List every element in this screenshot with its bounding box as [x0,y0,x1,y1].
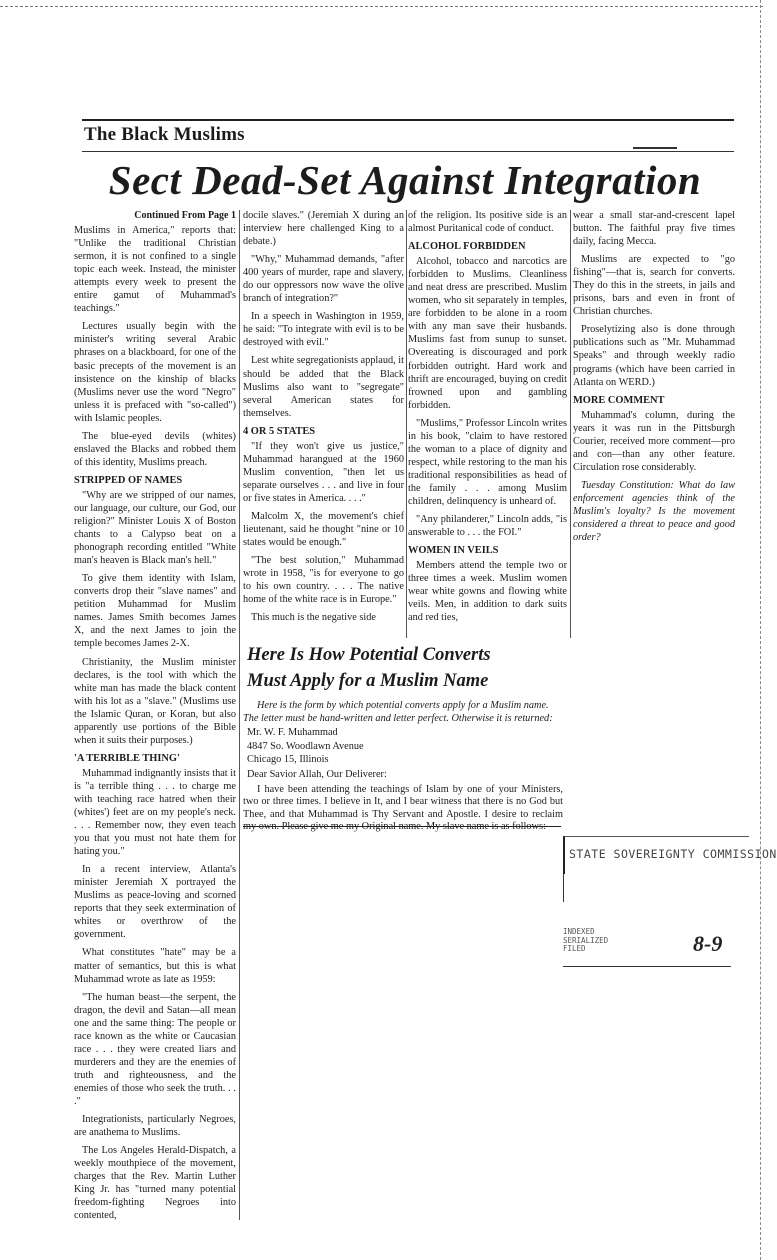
label-rule [82,151,734,152]
filing-serialized: SERIALIZED [563,935,609,945]
column-divider [239,210,240,1220]
column-divider [570,210,571,638]
paragraph: To give them identity with Islam, converts drop their "slave names" and petition Muhammad for Muslim names. James Smith becomes James X, and the next James to join the temple becomes James 2-X. [74,573,236,650]
salutation: Dear Savior Allah, Our Deliverer: [247,768,387,780]
commission-stamp: STATE SOVEREIGNTY COMMISSION [563,836,749,874]
address-line: 4847 So. Woodlawn Avenue [247,740,364,752]
paragraph: In a speech in Washington in 1959, he said: "To integrate with evil is to be destroyed with evil." [243,311,404,349]
paragraph: Tuesday Constitution: What do law enforcement agencies think of the Muslim's loyalty? Is the movement considered a threat to peace and good order? [573,479,735,544]
scan-edge [760,0,761,1260]
article-column-3 [408,209,567,639]
paragraph: In a recent interview, Atlanta's minister Jeremiah X portrayed the Muslims as peace-loving and scorned reports that they seek extermination of whites or overthrow of the government. [74,864,236,941]
box-intro: Here is the form by which potential converts apply for a Muslim name. The letter must be hand-written and letter perfect. Otherwise it is returned: [243,700,553,724]
filing-filed: FILED [563,944,586,953]
paragraph: Muhammad's column, during the years it was run in the Pittsburgh Courier, received more comment—pro and con—than any other feature. Circulation rose considerably. [573,409,735,473]
article-column-1 [74,209,236,1225]
box-title-line: Here Is How Potential Converts [247,645,491,665]
paragraph: Proselytizing also is done through publications such as "Mr. Muhammad Speaks" and through weekly radio programs (which have been carried in Atlanta on WERD.) [573,324,735,388]
box-bottom-rule [243,826,561,827]
box-title-line: Must Apply for a Muslim Name [247,671,489,691]
application-form-box [243,640,563,833]
filing-line [563,966,731,967]
paragraph: Muslims in America," reports that: "Unlike the traditional Christian sermon, it is not confined to a single topic each week. Instead, the minister attempts every week to present the entire gamut of Muhammad's teachings." [74,225,236,315]
column-divider [406,210,407,638]
address-line: Mr. W. F. Muhammad [247,727,338,739]
article-column-2 [243,209,404,639]
filing-block [563,928,743,972]
paragraph: Muslims are expected to "go fishing"—that is, search for converts. They do this in the streets, in jails and prisons, bars and even in front of Christian churches. [573,254,735,318]
paragraph: Alcohol, tobacco and narcotics are forbidden to Muslims. Cleanliness and neat dress are prescribed. Muslim women, who sit separately in temples, are forbidden to be alone in a room with any man save their husbands. Muslims fast from sunup to sunset. Overeating is discouraged and pork forbidden outright. Hard work and thrift are encouraged, buying on credit frowned upon and gambling forbidden. [408,256,567,411]
continued-line: Continued From Page 1 [134,210,236,221]
paragraph: of the religion. Its positive side is an almost Puritanical code of conduct. [408,210,567,235]
subhead: ALCOHOL FORBIDDEN [408,241,526,253]
handwritten-mark: 8-9 [693,931,723,956]
paragraph: "If they won't give us justice," Muhammad harangued at the 1960 Muslim convention, "then let us separate ourselves . . . and live in four or five states in America. . . ." [243,440,404,504]
paragraph: What constitutes "hate" may be a matter of semantics, but this is what Muhammad wrote as late as 1959: [74,947,236,985]
paragraph: Members attend the temple two or three times a week. Muslim women wear white gowns and flowing white veils. Men, in addition to dark suits and red ties, [408,560,567,624]
letter-body: I have been attending the teachings of Islam by one of your Ministers, two or three times. I believe in It, and I bear witness that there is no God but Thee, and that Muhammad is Thy Servant and Apostle. I desire to reclaim my own. Please give me my Original name. My slave name is as follows: [243,783,563,833]
paragraph: Integrationists, particularly Negroes, are anathema to Muslims. [74,1114,236,1139]
subhead: MORE COMMENT [573,394,665,406]
paragraph: Muhammad indignantly insists that it is "a terrible thing . . . to charge me with teaching race hatred when their (whites') feet are on my people's neck. . . . Remember now, they even teach you that you must not hate them for hating you." [74,767,236,858]
paragraph: wear a small star-and-crescent lapel button. The faithful pray five times daily, facing Mecca. [573,210,735,248]
subhead: 4 OR 5 STATES [243,425,316,437]
paragraph: This much is the negative side [251,612,376,624]
subhead: WOMEN IN VEILS [408,545,499,557]
paragraph: "Why are we stripped of our names, our language, our culture, our God, our religion?" Minister Louis X of Boston chants to a Calypso beat on a phonograph recording entitled "White man's heaven is Black man's hell." [74,489,236,567]
article-column-4 [573,209,735,609]
paragraph: The Los Angeles Herald-Dispatch, a weekly mouthpiece of the movement, charges that the Rev. Martin Luther King Jr. has "turned many potential freedom-fighting Negroes into contented, [74,1145,236,1222]
subhead: STRIPPED OF NAMES [74,474,183,486]
header-dash [633,147,677,149]
address-line: Chicago 15, Illinois [247,754,329,766]
paragraph: The blue-eyed devils (whites) enslaved the Blacks and robbed them of this identity, Muslims preach. [74,430,236,468]
stamp-tick [563,874,564,902]
page-edge-rule [0,6,763,7]
paragraph: Lest white segregationists applaud, it should be added that the Black Muslims also want to "segregate" several American states for themselves. [243,355,404,419]
paragraph: Christianity, the Muslim minister declares, is the tool with which the white man has made the black content with his lot as a "slave." (Muslims use the Islamic Quran, or Koran, but also apparently use portions of the Bible when it suits their purposes.) [74,656,236,746]
paragraph: Lectures usually begin with the minister's writing several Arabic phrases on a blackboard, for one of the basic precepts of the movement is an insistence on the kinship of blacks (Muslims never use the word "Negro" unless it is prefaced with "so-called") with Islamic peoples. [74,321,236,424]
paragraph: "Any philanderer," Lincoln adds, "is answerable to . . . the FOI." [408,514,567,539]
paragraph: "The human beast—the serpent, the dragon, the devil and Satan—all mean one and the same thing: The people or race known as the white or Caucasian race . . . they were created liars and murderers and they are the enemies of truth and righteousness, and the enemies of those who seek the truth. . . ." [74,991,236,1107]
paragraph: "The best solution," Muhammad wrote in 1958, "is for everyone to go to his own country. . . . The native home of the white race is in Europe." [243,555,404,606]
paragraph: docile slaves." (Jeremiah X during an interview here challenged King to a debate.) [243,210,404,248]
filing-indexed: INDEXED [563,927,595,936]
subhead: 'A TERRIBLE THING' [74,752,180,764]
paragraph: Malcolm X, the movement's chief lieutenant, said he thought "nine or 10 states would be enough." [243,510,404,549]
paragraph: "Muslims," Professor Lincoln writes in his book, "claim to have restored the woman to a place of dignity and respect, while restoring to the man his traditional responsibilities as head of the family . . . among Muslim children, delinquency is unheard of. [408,417,567,507]
header-rule [82,119,734,121]
section-label: The Black Muslims [84,124,245,145]
box-title [247,642,563,694]
paragraph: "Why," Muhammad demands, "after 400 years of murder, rape and slavery, do our oppressors now wave the olive branch of integration?" [243,254,404,305]
headline: Sect Dead-Set Against Integration [108,157,702,203]
